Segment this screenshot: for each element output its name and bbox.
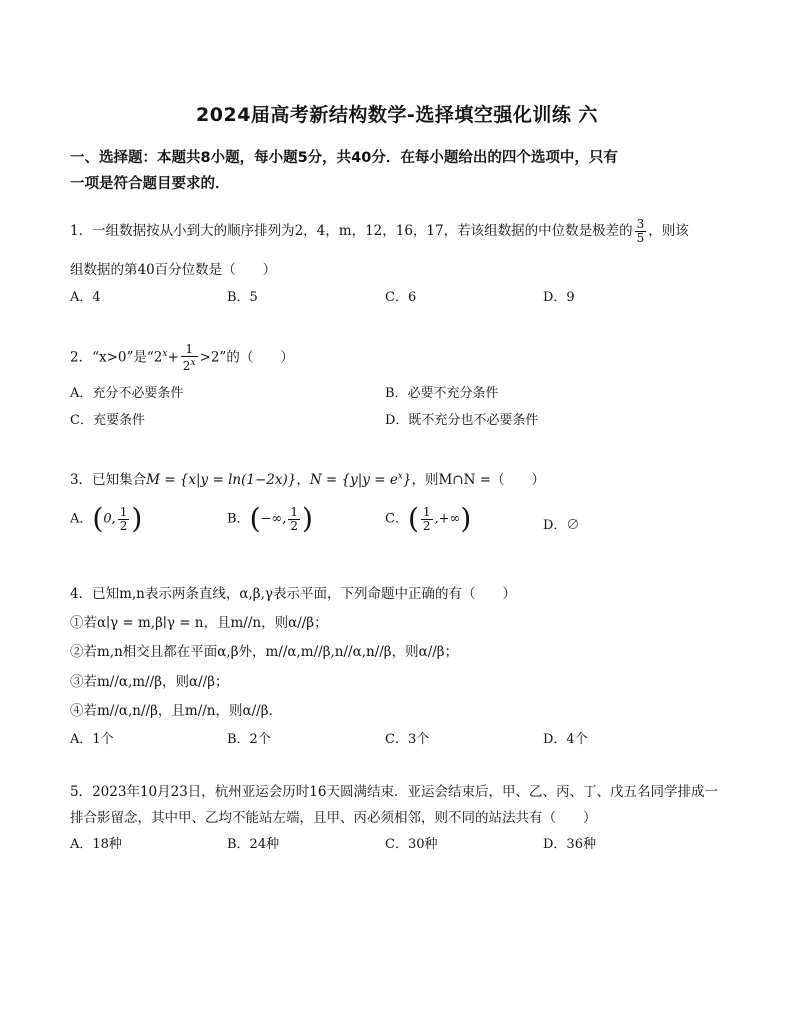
question-1-option-b[interactable]: B．5 (227, 290, 258, 305)
question-3-set-n: N = {y|y = e (309, 472, 398, 488)
question-3-option-b[interactable] (227, 502, 313, 535)
question-2-option-c[interactable]: C．充要条件 (70, 413, 145, 428)
fraction-denominator: 2 (422, 518, 431, 533)
option-label: A． (70, 511, 93, 527)
option-label: C． (385, 511, 408, 527)
question-1-option-a[interactable]: A．4 (70, 290, 101, 305)
question-5-option-b[interactable]: B．24种 (227, 837, 280, 852)
question-2-exponent: x (162, 349, 168, 359)
option-label: B． (227, 511, 250, 527)
interval-left: 0, (103, 511, 116, 527)
question-3-set-n-exponent: x (397, 471, 403, 482)
section-heading-line-1: 一、选择题：本题共8小题，每小题5分，共40分．在每小题给出的四个选项中，只有 (70, 150, 618, 166)
question-3-option-c[interactable] (385, 502, 472, 535)
question-1-stem (70, 218, 689, 245)
question-4-option-a[interactable]: A．1个 (70, 732, 114, 747)
question-3-set-n-end: } (402, 472, 412, 488)
question-4-option-c[interactable]: C．3个 (385, 732, 430, 747)
question-4-statement-3: ③若m//α,m//β，则α//β； (70, 674, 229, 690)
fraction-numerator: 3 (636, 217, 645, 231)
question-2-fraction (181, 343, 198, 373)
question-1-fraction (635, 218, 647, 245)
question-3-option-d[interactable]: D．∅ (543, 518, 580, 533)
fraction-numerator: 1 (119, 504, 128, 519)
section-heading-line-2: 一项是符合题目要求的． (70, 176, 230, 192)
interval-fraction (118, 506, 130, 533)
question-4-statement-1: ①若α∣γ = m,β∣γ = n，且m//n，则α//β； (70, 615, 328, 631)
question-2-option-b[interactable]: B．必要不充分条件 (385, 386, 499, 401)
interval-fraction (288, 506, 300, 533)
question-4-option-b[interactable]: B．2个 (227, 732, 271, 747)
question-2-option-d[interactable]: D．既不充分也不必要条件 (385, 413, 539, 428)
interval-fraction (421, 506, 433, 533)
close-paren: ) (131, 502, 143, 535)
question-2-text-b: >2”的（ ） (199, 349, 294, 366)
question-3-comma: ， (296, 472, 310, 488)
question-5-option-d[interactable]: D．36种 (543, 837, 596, 852)
question-3-text-b: ，则M∩N =（ ） (411, 472, 546, 488)
close-paren: ) (460, 502, 472, 535)
open-paren: ( (407, 502, 419, 535)
question-1-line-2: 组数据的第40百分位数是（ ） (70, 262, 277, 278)
interval-right: ,+∞ (434, 511, 461, 527)
fraction-denominator-exponent: x (190, 358, 196, 368)
question-5-option-c[interactable]: C．30种 (385, 837, 438, 852)
page-title: 2024届高考新结构数学-选择填空强化训练 六 (196, 104, 598, 126)
question-2-option-a[interactable]: A．充分不必要条件 (70, 386, 184, 401)
fraction-numerator: 1 (422, 504, 431, 519)
question-3-text-a: 3．已知集合 (70, 472, 147, 488)
question-1-option-d[interactable]: D．9 (543, 290, 575, 305)
fraction-numerator: 1 (181, 343, 198, 357)
question-2-stem (70, 343, 294, 373)
fraction-denominator-base: 2 (182, 359, 191, 373)
question-4-statement-2: ②若m,n相交且都在平面α,β外，m//α,m//β,n//α,n//β，则α//β； (70, 644, 459, 660)
fraction-denominator (181, 357, 198, 373)
open-paren: ( (92, 502, 104, 535)
question-3-stem (70, 468, 545, 488)
question-5-option-a[interactable]: A．18种 (70, 837, 122, 852)
open-paren: ( (249, 502, 261, 535)
section-heading (70, 145, 710, 197)
question-1-text-a: 1．一组数据按从小到大的顺序排列为2，4，m，12，16，17，若该组数据的中位数是极差的 (70, 223, 633, 239)
question-4-option-d[interactable]: D．4个 (543, 732, 588, 747)
fraction-denominator: 5 (636, 231, 645, 245)
question-1-text-b: ，则该 (648, 223, 689, 239)
question-5-line-2: 排合影留念，其中甲、乙均不能站左端，且甲、丙必须相邻，则不同的站法共有（ ） (70, 810, 597, 826)
question-1-option-c[interactable]: C．6 (385, 290, 417, 305)
question-3-option-a[interactable] (70, 502, 143, 535)
fraction-denominator: 2 (119, 518, 128, 533)
interval-left: −∞, (260, 511, 287, 527)
close-paren: ) (302, 502, 313, 535)
question-4-statement-4: ④若m//α,n//β，且m//n，则α//β． (70, 703, 283, 719)
question-2-plus: + (167, 349, 179, 366)
question-2-text-a: 2．“x>0”是“2 (70, 349, 163, 366)
fraction-denominator: 2 (290, 518, 298, 533)
question-5-stem: 5．2023年10月23日，杭州亚运会历时16天圆满结束．亚运会结束后，甲、乙、丙、丁、戊五名同学排成一 (70, 784, 718, 800)
question-3-set-m: M = {x|y = ln(1−2x)} (146, 472, 297, 488)
question-4-stem: 4．已知m,n表示两条直线，α,β,γ表示平面，下列命题中正确的有（ ） (70, 586, 516, 602)
fraction-numerator: 1 (290, 504, 298, 519)
